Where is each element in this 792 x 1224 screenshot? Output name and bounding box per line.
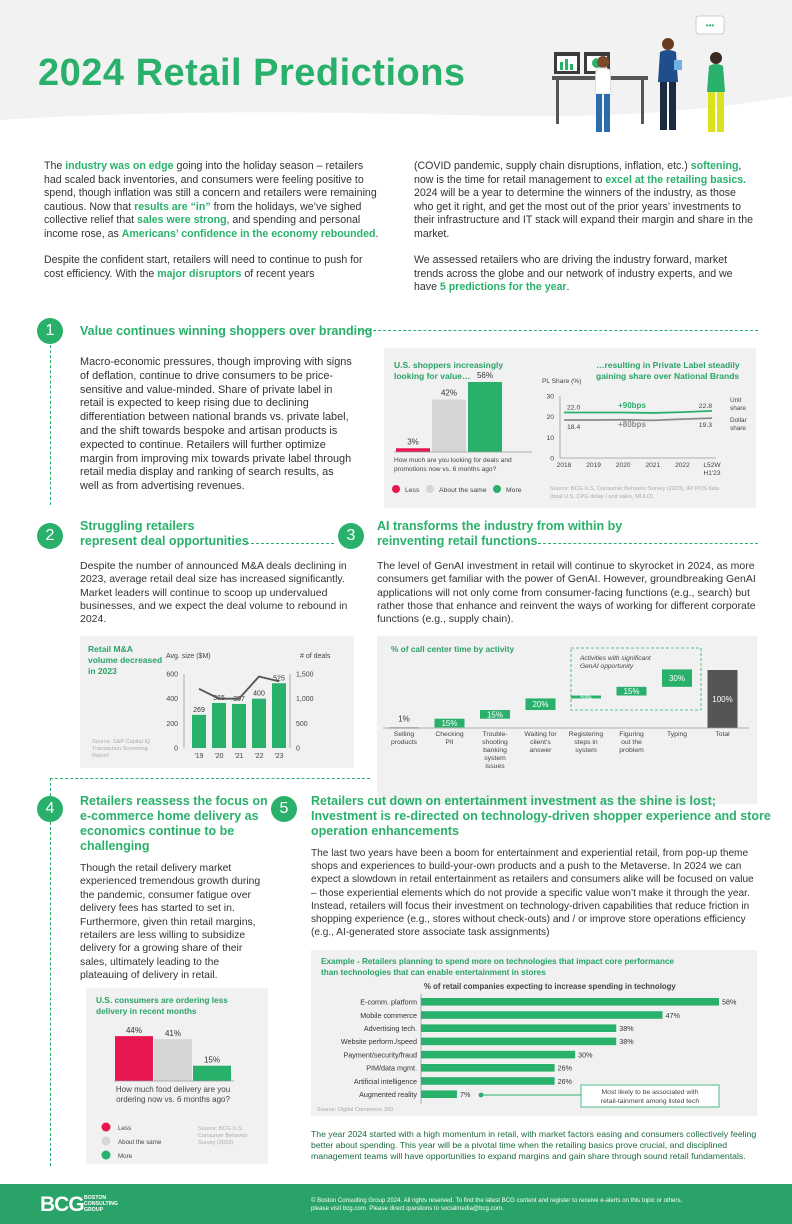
text-run: . xyxy=(375,227,379,240)
shoppers-bar-1 xyxy=(396,448,430,452)
legend-less-label: Less xyxy=(405,487,420,494)
ma-bar-label-2: 365 xyxy=(213,694,225,702)
ma-xtick-1: '19 xyxy=(194,753,204,760)
delivery-legend-less: Less xyxy=(118,1125,132,1132)
tech-category-7: Artificial intelligence xyxy=(353,1076,417,1086)
ma-source-2: Transaction Screening xyxy=(92,746,148,752)
delivery-legend-less-dot xyxy=(102,1123,111,1132)
text-run: of recent years xyxy=(241,267,315,280)
delivery-bar-1 xyxy=(115,1036,153,1081)
cc-bar-label-5: 5% xyxy=(580,692,592,702)
section-5-body: The last two years have been a boom for entertainment and experiential retail, from pop-up theme shops and experiences to build-your-own products and a push to the Metaverse. In 2024 we can expect a slowdown in retail entertainment as retailers and consumers alike will be focused on value – those experiential elements which do not provide a specific value won’t make it through the year. Instead, retailers will focus their investment on technology-driven capabilities that reduce friction in shopping experience (e.g., stores without check-outs) and / or improve store operations efficiency (e.g., AI-generated store associate task assignments) xyxy=(311,848,754,939)
bcg-brand-line-1: BOSTON xyxy=(84,1195,107,1201)
intro-left xyxy=(44,160,379,281)
highlight-text: softening xyxy=(690,160,739,172)
pl-xtick-2019: 2019 xyxy=(586,462,601,469)
tech-source: Source: Digital Commerce 360 xyxy=(317,1107,394,1113)
delivery-caption-1: How much food delivery are you xyxy=(115,1085,231,1094)
ma-chart xyxy=(80,636,354,768)
tech-bar-label-4: 38% xyxy=(619,1037,634,1047)
text-run: 2024 will be a year to determine the winners of the industry, as those who get it right, and get the most out of the prior years’ investments to their infrastructure and IT stack will expand their margin and share in the market. xyxy=(414,187,753,240)
cc-xlabel-5-2: steps in xyxy=(574,739,598,746)
cc-xlabel-2-2: PII xyxy=(445,739,454,746)
bcg-brand-name xyxy=(84,1195,118,1214)
section-4-title-line-2: e-commerce home delivery as xyxy=(80,809,259,823)
tech-title-1: Example - Retailers planning to spend more on technologies that impact core performance xyxy=(321,957,675,966)
tech-bar-label-2: 47% xyxy=(665,1010,680,1020)
pl-series-1-label-a: Unit xyxy=(730,397,742,404)
tech-subtitle: % of retail companies expecting to increase spending in technology xyxy=(424,982,676,991)
legend-more-label: More xyxy=(506,487,522,494)
section-3-title-line-1: AI transforms the industry from within by xyxy=(377,519,623,533)
pl-source-2: (total U.S. CPG dollar / unit sales, MULO) xyxy=(550,494,654,500)
pl-series-line-1 xyxy=(564,411,712,413)
ma-bar-label-3: 357 xyxy=(233,695,245,703)
shoppers-bar-label-1: 3% xyxy=(407,437,419,447)
ma-xtick-5: '23 xyxy=(274,753,284,760)
shoppers-bar-2 xyxy=(432,400,466,453)
office-illustration xyxy=(548,12,758,136)
tech-category-6: PIM/data mgmt. xyxy=(366,1063,417,1073)
tech-bar-4 xyxy=(421,1038,616,1046)
tech-category-3: Advertising tech. xyxy=(363,1024,417,1033)
intro-left-paragraph-2 xyxy=(44,254,379,281)
text-run: going into the holiday season – retailers had scaled back inventories, and consumers were feeling positive to spend, though inflation was still a concern and retailers were remaining cautious. Now that xyxy=(44,160,377,213)
pl-plot xyxy=(546,394,721,478)
tech-category-1: E-comm. platform xyxy=(360,997,417,1007)
cc-xlabel-1-1: Selling xyxy=(393,731,415,738)
highlight-text: results are “in” xyxy=(134,200,211,213)
pl-source-1: Source: BCG U.S. Consumer Behavior Survey (2023), IRI POS data xyxy=(550,486,720,492)
ma-bar-4 xyxy=(252,699,266,748)
cc-xlabel-6-3: problem xyxy=(619,747,644,754)
section-2-title-line-2: represent deal opportunities xyxy=(80,534,249,548)
pl-xtick-2022: 2022 xyxy=(675,462,690,469)
ma-right-tick-3: 1,500 xyxy=(296,671,314,679)
section-4-body: Though the retail delivery market experienced tremendous growth during the pandemic, consumer fatigue over delivery fees has started to set in. Furthermore, given thin retail margins, retailers are less willing to subsidize delivery for a growing share of their sales, ultimately leading to the plateauing of delivery in retail. xyxy=(80,863,261,982)
delivery-title-1: U.S. consumers are ordering less xyxy=(96,995,228,1005)
ma-title-3: in 2023 xyxy=(88,666,117,676)
shoppers-title-2: looking for value… xyxy=(394,371,471,381)
chat-bubble: ••• xyxy=(705,21,715,30)
section-2-title-line-1: Struggling retailers xyxy=(80,519,195,533)
delivery-bar-2 xyxy=(154,1039,192,1081)
pl-ytick-10: 10 xyxy=(546,434,554,442)
shoppers-bars xyxy=(396,371,502,452)
tech-bar-label-8: 7% xyxy=(459,1090,471,1099)
intro-right xyxy=(414,160,754,295)
section-4-title-line-3: economics continue to be xyxy=(80,824,235,838)
footer-legal-line-1: © Boston Consulting Group 2024. All rights reserved. To find the latest BCG content and register to receive e-alerts on this topic or others, xyxy=(311,1197,683,1204)
genai-annotation-2: GenAI opportunity xyxy=(580,663,634,670)
shoppers-title-1: U.S. shoppers increasingly xyxy=(394,360,504,370)
shoppers-bar-3 xyxy=(468,382,502,452)
text-run: Despite the confident start, retailers will need to continue to push for cost efficiency. With the xyxy=(44,254,363,280)
section-1-divider xyxy=(358,330,758,331)
section-1-connector xyxy=(50,345,51,505)
pl-series-2-label-a: Dollar xyxy=(730,417,747,424)
tech-spend-chart xyxy=(311,950,757,1116)
tech-bar-2 xyxy=(421,1011,662,1019)
section-4-connector xyxy=(50,822,51,1166)
callout-line-1: Most likely to be associated with xyxy=(601,1089,699,1096)
cc-xlabel-5-1: Registering xyxy=(568,731,604,738)
text-run: . xyxy=(566,281,570,293)
genai-annotation-1: Activities with significant xyxy=(580,655,651,662)
cc-xlabel-1-2: products xyxy=(390,739,418,746)
delivery-source-2: Consumer Behavior xyxy=(198,1133,248,1139)
ma-left-axis-label: Avg. size ($M) xyxy=(166,653,211,660)
section-4-title xyxy=(80,794,268,854)
section-2-number: 2 xyxy=(37,523,63,549)
pl-ytick-20: 20 xyxy=(546,414,554,422)
shoppers-bar-label-3: 56% xyxy=(476,371,494,380)
ma-right-tick-1: 500 xyxy=(296,720,308,728)
cc-xlabel-3-1: Trouble- xyxy=(482,731,508,738)
pl-annotation-unit: +90bps xyxy=(618,400,646,410)
footer-legal xyxy=(311,1197,771,1214)
cc-xlabel-5-3: system xyxy=(575,747,597,754)
cc-xlabel-4-2: client’s xyxy=(530,739,551,746)
ma-bar-label-4: 400 xyxy=(253,690,265,698)
private-label-chart xyxy=(534,348,756,508)
cc-bar-label-3: 15% xyxy=(486,710,504,720)
ma-bar-2 xyxy=(212,703,226,748)
ma-right-tick-2: 1,000 xyxy=(296,696,314,704)
tech-bar-label-7: 26% xyxy=(557,1076,572,1086)
pl-xtick-2021: 2021 xyxy=(645,462,661,469)
cc-bar-label-7: 30% xyxy=(668,674,686,684)
section-2-divider xyxy=(246,543,334,544)
section-3-body: The level of GenAI investment in retail will continue to skyrocket in 2024, as more consumers get familiar with the power of GenAI. However, groundbreaking GenAI applications will not only come from consumer-facing functions (e.g., search) but rather those that enhance and reinvent the ways of working for different corporate functions (e.g., supply chain). xyxy=(377,560,756,626)
cc-bar-label-4: 20% xyxy=(532,700,549,710)
delivery-title-2: delivery in recent months xyxy=(96,1006,197,1016)
pl-title-1: …resulting in Private Label steadily xyxy=(596,360,740,370)
tech-bar-label-6: 26% xyxy=(557,1063,572,1073)
ma-xtick-4: '22 xyxy=(254,753,264,760)
cc-xlabel-2-1: Checking xyxy=(435,731,464,738)
section-5-title xyxy=(311,794,771,839)
cc-plot xyxy=(383,669,749,770)
ma-bar-3 xyxy=(232,704,246,748)
pl-xtick-last-1: L52W xyxy=(703,462,721,469)
section-5-title-line-3: operation enhancements xyxy=(311,824,459,838)
legend-same-label: About the same xyxy=(439,487,487,494)
pl-title-2: gaining share over National Brands xyxy=(596,371,740,381)
shoppers-bar-label-2: 42% xyxy=(440,388,458,398)
cc-xlabel-7-1: Typing xyxy=(666,731,688,738)
ma-right-tick-0: 0 xyxy=(296,745,300,753)
section-4-title-line-1: Retailers reassess the focus on xyxy=(80,794,268,808)
pl-series-end-label-2: 19.3 xyxy=(698,422,712,430)
cc-xlabel-6-2: out the xyxy=(621,739,642,746)
highlight-text: excel at the retailing basics. xyxy=(605,173,747,186)
section-3-divider xyxy=(538,543,758,544)
tech-category-2: Mobile commerce xyxy=(360,1010,417,1020)
legend-more-dot xyxy=(493,485,501,493)
delivery-legend-same: About the same xyxy=(118,1139,162,1146)
intro-left-paragraph-1 xyxy=(44,160,379,241)
tech-bar-1 xyxy=(421,998,719,1006)
text-run: , and spending and personal income rose, as xyxy=(44,214,361,240)
tech-title-2: than technologies that can enable entertainment in stores xyxy=(321,968,546,977)
ma-left-tick-0: 0 xyxy=(174,745,178,753)
footer-legal-line-2: please visit bcg.com. Please direct questions to socialmedia@bcg.com. xyxy=(311,1205,504,1213)
ma-left-tick-400: 400 xyxy=(166,696,178,704)
ma-source-1: Source: S&P Capital IQ xyxy=(92,739,151,745)
tech-bar-label-5: 30% xyxy=(578,1050,593,1060)
tech-bar-3 xyxy=(421,1024,616,1032)
call-center-chart xyxy=(377,636,757,804)
highlight-text: major disruptors xyxy=(157,267,242,280)
section-1-number: 1 xyxy=(37,318,63,344)
cc-xlabel-6-1: Figuring xyxy=(619,731,644,738)
delivery-bar-3 xyxy=(193,1066,231,1081)
delivery-bar-label-3: 15% xyxy=(203,1055,221,1065)
cc-xlabel-4-1: Waiting for xyxy=(524,731,557,738)
tech-bar-label-1: 58% xyxy=(722,997,737,1007)
delivery-source-3: Survey (2023) xyxy=(198,1140,234,1146)
legend-less-dot xyxy=(392,485,400,493)
text-run: from the holidays, we’ve sighed collective relief that xyxy=(44,200,362,226)
cc-bar-label-8: 100% xyxy=(712,695,733,704)
section-4-title-line-4: challenging xyxy=(80,839,150,853)
text-run: (COVID pandemic, supply chain disruptions, inflation, etc.) xyxy=(414,160,691,172)
text-run: , now is the time for retail management to xyxy=(414,160,742,186)
tech-category-8: Augmented reality xyxy=(359,1090,417,1099)
delivery-bars xyxy=(115,1026,231,1081)
tech-bar-5 xyxy=(421,1051,575,1059)
cc-xlabel-8-1: Total xyxy=(715,731,730,738)
call-center-title: % of call center time by activity xyxy=(391,644,515,654)
ma-plot xyxy=(166,672,313,761)
pl-series-start-label-2: 18.4 xyxy=(567,423,581,431)
tech-category-5: Payment/security/fraud xyxy=(343,1050,417,1060)
cc-xlabel-3-2: shooting xyxy=(482,739,508,746)
section-1-body: Macro-economic pressures, though improving with signs of deflation, continue to drive consumers to be price-sensitive and value-minded. Share of private label in retail is expected to keep rising due to declining differentiation between national brands vs. private label, and the shift towards bespoke and artisan products is expected to continue. Retailers will further optimize margin from improving mix towards private label through retail media display and ranking of search results, as well as from advertising revenues. xyxy=(80,356,352,493)
page-title: 2024 Retail Predictions xyxy=(38,52,466,94)
section-2-title xyxy=(80,519,249,549)
text-run: The xyxy=(44,160,66,172)
pl-series-1-label-b: share xyxy=(730,405,746,412)
tech-bar-7 xyxy=(421,1077,555,1085)
cc-xlabel-4-3: answer xyxy=(529,747,552,754)
delivery-bar-label-1: 44% xyxy=(125,1026,143,1036)
intro-right-paragraph-1 xyxy=(414,160,754,241)
ma-bar-label-5: 525 xyxy=(273,675,285,683)
ma-title-1: Retail M&A xyxy=(88,644,133,654)
section-4-connector-top xyxy=(50,778,51,796)
section-3-title xyxy=(377,519,622,549)
shoppers-caption-2: promotions now vs. 6 months ago? xyxy=(394,466,497,473)
pl-xtick-2018: 2018 xyxy=(556,462,572,469)
intro-right-paragraph-2 xyxy=(414,254,754,295)
delivery-legend-more: More xyxy=(118,1153,133,1160)
section-5-title-line-1: Retailers cut down on entertainment investment as the shine is lost; xyxy=(311,794,716,808)
tech-category-4: Website perform./speed xyxy=(340,1037,417,1047)
section-3-title-line-2: reinventing retail functions xyxy=(377,534,538,548)
section-4-number: 4 xyxy=(37,796,63,822)
bcg-logo[interactable]: BCG xyxy=(40,1193,84,1216)
ma-bar-label-1: 269 xyxy=(193,706,205,714)
ma-source-3: Report xyxy=(92,753,109,759)
pl-xtick-2020: 2020 xyxy=(615,462,631,469)
cc-bar-label-6: 15% xyxy=(623,687,640,697)
cc-xlabel-3-5: issues xyxy=(485,763,505,770)
delivery-legend-same-dot xyxy=(102,1137,111,1146)
ma-left-tick-600: 600 xyxy=(166,671,178,679)
delivery-source-1: Source: BCG U.S. xyxy=(198,1126,244,1132)
highlight-text: sales were strong xyxy=(137,214,227,226)
tech-bar-8 xyxy=(421,1090,457,1098)
pl-ylabel: PL Share (%) xyxy=(542,378,582,385)
shoppers-caption-1: How much are you looking for deals and xyxy=(394,457,512,464)
highlight-text: Americans’ confidence in the economy rebounded xyxy=(121,227,376,240)
callout-dot xyxy=(479,1093,484,1098)
ma-title-2: volume decreased xyxy=(88,655,163,665)
delivery-chart xyxy=(86,988,268,1164)
pl-annotation-dollar: +80bps xyxy=(618,420,646,430)
cc-bar-label-1: 1% xyxy=(398,714,410,724)
highlight-text: 5 predictions for the year xyxy=(439,281,567,293)
pl-ytick-30: 30 xyxy=(546,393,554,401)
delivery-bar-label-2: 41% xyxy=(164,1029,182,1039)
ma-right-axis-label: # of deals xyxy=(300,653,331,660)
callout-line-2: retail-tainment among listed tech xyxy=(600,1098,700,1105)
section-5-title-line-2: Investment is re-directed on technology-driven shopper experience and store xyxy=(311,809,771,823)
text-run: We assessed retailers who are driving the industry forward, market trends across the globe and our network of industry experts, and we have xyxy=(414,254,733,293)
ma-left-tick-200: 200 xyxy=(166,720,178,728)
bcg-brand-line-2: CONSULTING xyxy=(84,1201,118,1208)
highlight-text: industry was on edge xyxy=(65,160,174,172)
shoppers-chart xyxy=(384,348,534,508)
pl-xtick-last-2: H1'23 xyxy=(703,470,721,477)
pl-series-end-label-1: 22.8 xyxy=(698,402,712,410)
ma-bar-1 xyxy=(192,715,206,748)
section-3-number: 3 xyxy=(338,523,364,549)
ma-xtick-3: '21 xyxy=(234,753,244,760)
section-2-body: Despite the number of announced M&A deals declining in 2023, average retail deal size has increased significantly. Market leaders will continue to scoop up undervalued businesses, and we expect the deal volume to rebound in 2024. xyxy=(80,560,348,626)
section-1-title: Value continues winning shoppers over branding xyxy=(80,324,373,338)
delivery-caption-2: ordering now vs. 6 months ago? xyxy=(116,1095,230,1104)
cc-bar-label-2: 15% xyxy=(441,719,458,729)
cc-xlabel-3-3: banking xyxy=(483,747,507,754)
section-4-connector-horizontal xyxy=(50,778,370,779)
legend-same-dot xyxy=(426,485,434,493)
conclusion: The year 2024 started with a high momentum in retail, with market factors easing and consumers collectively feeling better about spending. This year will be a pivotal time when the retailing basics prove crucial, and disciplined management teams will have opportunities to expand margins and gain share through sound retail fundamentals. xyxy=(311,1129,757,1162)
section-5-number: 5 xyxy=(271,796,297,822)
bcg-brand-line-3: GROUP xyxy=(84,1207,104,1214)
delivery-legend-more-dot xyxy=(102,1151,111,1160)
ma-bar-5 xyxy=(272,683,286,748)
tech-bar-6 xyxy=(421,1064,555,1072)
pl-ytick-0: 0 xyxy=(550,455,554,463)
tech-bar-label-3: 38% xyxy=(619,1024,634,1033)
pl-series-start-label-1: 22.0 xyxy=(567,404,581,412)
ma-xtick-2: '20 xyxy=(214,753,224,760)
cc-xlabel-3-4: system xyxy=(484,755,506,762)
pl-series-2-label-b: share xyxy=(730,425,746,432)
